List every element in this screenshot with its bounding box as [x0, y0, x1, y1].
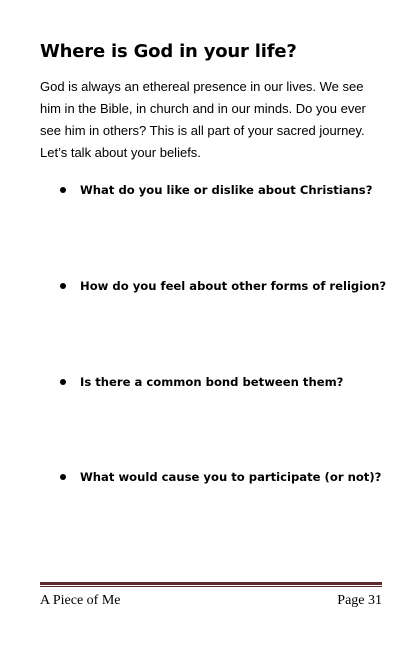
- bullet-icon: [60, 283, 66, 289]
- question-item: [60, 467, 381, 487]
- page-title: Where is God in your life?: [40, 41, 297, 62]
- intro-paragraph: God is always an ethereal presence in our lives. We see him in the Bible, in church and in our minds. Do you ever see him in others? This is all part of your sacred journey. Let’s talk about your beliefs.: [40, 79, 366, 160]
- footer-divider: [40, 582, 382, 588]
- bullet-icon: [60, 474, 66, 480]
- footer-divider-thin: [40, 586, 382, 587]
- question-text: How do you feel about other forms of religion?: [80, 279, 387, 293]
- footer-page-number: Page 31: [337, 593, 382, 608]
- bullet-icon: [60, 187, 66, 193]
- question-text: What do you like or dislike about Christians?: [80, 183, 373, 197]
- bullet-icon: [60, 379, 66, 385]
- footer-divider-thick: [40, 582, 382, 585]
- question-item: [60, 276, 386, 296]
- question-item: [60, 372, 343, 392]
- question-text: Is there a common bond between them?: [80, 375, 344, 389]
- question-text: What would cause you to participate (or not)?: [80, 470, 382, 484]
- question-item: [60, 180, 372, 200]
- footer-book-title: A Piece of Me: [40, 593, 121, 608]
